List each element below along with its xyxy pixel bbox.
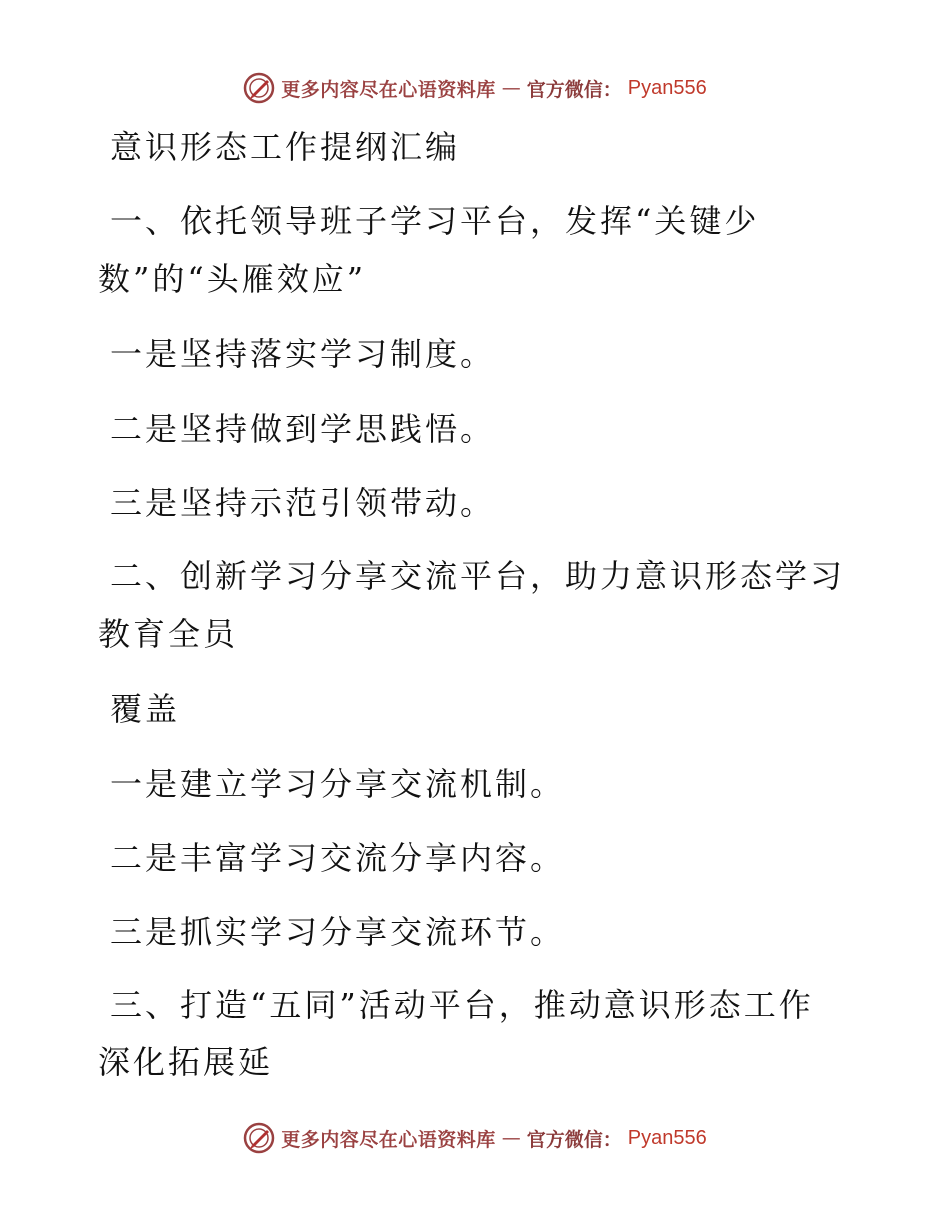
section1-heading-line1: 一、依托领导班子学习平台，发挥“关键少 bbox=[110, 202, 760, 240]
quill-logo-icon bbox=[243, 72, 275, 104]
section3-heading-line2: 深化拓展延 bbox=[98, 1043, 274, 1081]
section2-heading-line1: 二、创新学习分享交流平台，助力意识形态学习 bbox=[110, 557, 846, 595]
section3-heading-line1: 三、打造“五同”活动平台，推动意识形态工作 bbox=[110, 986, 814, 1024]
watermark-wechat-id: Pyan556 bbox=[627, 1126, 707, 1149]
watermark-official-label: 官方微信： bbox=[526, 78, 622, 101]
document-title: 意识形态工作提纲汇编 bbox=[110, 128, 461, 166]
section1-item-2: 二是坚持做到学思践悟。 bbox=[110, 410, 496, 448]
watermark-site-text: 更多内容尽在心语资料库 bbox=[281, 78, 496, 101]
section1-item-3: 三是坚持示范引领带动。 bbox=[110, 484, 496, 522]
section2-item-3: 三是抓实学习分享交流环节。 bbox=[110, 913, 566, 951]
footer-watermark bbox=[0, 1122, 950, 1154]
watermark-dash: — bbox=[501, 1127, 521, 1149]
section1-heading-line2: 数”的“头雁效应” bbox=[98, 260, 367, 298]
watermark-official-label: 官方微信： bbox=[526, 1128, 622, 1151]
watermark-site-text: 更多内容尽在心语资料库 bbox=[281, 1128, 496, 1151]
section2-item-1: 一是建立学习分享交流机制。 bbox=[110, 765, 566, 803]
watermark-wechat-id: Pyan556 bbox=[627, 76, 707, 99]
section2-heading-line2: 教育全员 bbox=[98, 615, 239, 653]
section1-item-1: 一是坚持落实学习制度。 bbox=[110, 335, 496, 373]
section2-item-2: 二是丰富学习交流分享内容。 bbox=[110, 839, 566, 877]
section2-heading-line3: 覆盖 bbox=[110, 690, 181, 728]
watermark-dash: — bbox=[501, 77, 521, 99]
header-watermark bbox=[0, 72, 950, 104]
quill-logo-icon bbox=[243, 1122, 275, 1154]
